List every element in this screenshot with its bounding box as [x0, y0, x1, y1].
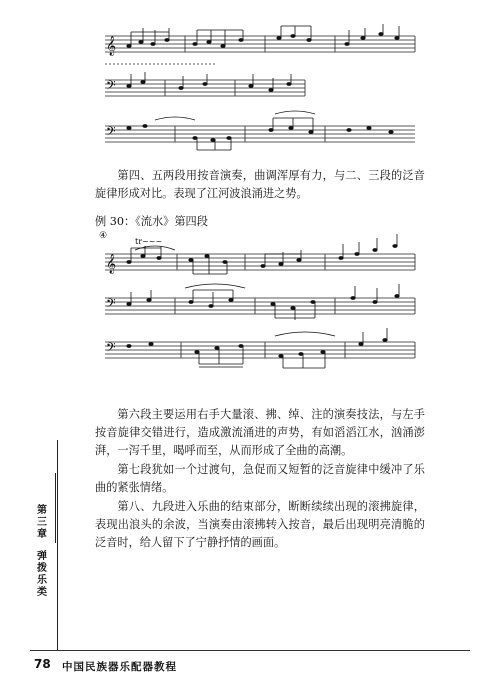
svg-text:𝄞: 𝄞	[106, 36, 117, 56]
paragraph-section-7: 第七段犹如一个过渡句，急促而又短暂的泛音旋律中缓冲了乐曲的紧张情绪。	[95, 463, 425, 494]
paragraph-sections-8-9: 第八、九段进入乐曲的结束部分，断断续续出现的滚拂旋律，表现出浪头的余波，当演奏由滚拂转入按音，最后出现明亮清脆的泛音时，给人留下了宁静抒情的画面。	[95, 500, 425, 549]
paragraph-sections-4-5: 第四、五两段用按音演奏，曲调浑厚有力，与二、三段的泛音旋律形成对比。表现了江河波浪涌进之势。	[95, 169, 425, 200]
margin-rule	[57, 440, 58, 650]
music-score-top	[95, 22, 425, 154]
score-example-30-image	[95, 228, 425, 396]
sidebar-chapter-label: 第 三 章	[37, 505, 47, 540]
section-mark: ④	[99, 231, 108, 241]
svg-text:𝄢: 𝄢	[106, 124, 116, 142]
svg-text:𝄢: 𝄢	[106, 340, 116, 358]
sidebar-chapter	[34, 505, 50, 599]
page-number: 78	[34, 657, 51, 671]
paragraph-section-6: 第六段主要运用右手大量滚、拂、绰、注的演奏技法，与左手按音旋律交错进行，造成激流涌进的声势，有如滔滔江水，汹涌澎湃，一泻千里，喝呼而至，从而形成了全曲的高潮。	[95, 408, 425, 457]
svg-text:𝄞: 𝄞	[106, 254, 117, 274]
score-top-image	[95, 22, 425, 154]
sidebar-topic-label: 弹 拨 乐 类	[37, 551, 47, 598]
svg-text:tr~~~: tr~~~	[135, 237, 163, 246]
music-score-example-30	[95, 228, 425, 396]
margin-rule-accent	[55, 473, 61, 543]
book-title-footer: 中国民族器乐配器教程	[62, 661, 177, 673]
example-caption: 例 30：《流水》第四段	[95, 215, 208, 228]
svg-text:𝄢: 𝄢	[106, 296, 116, 314]
svg-text:𝄢: 𝄢	[106, 78, 116, 96]
footer-divider	[30, 650, 470, 651]
